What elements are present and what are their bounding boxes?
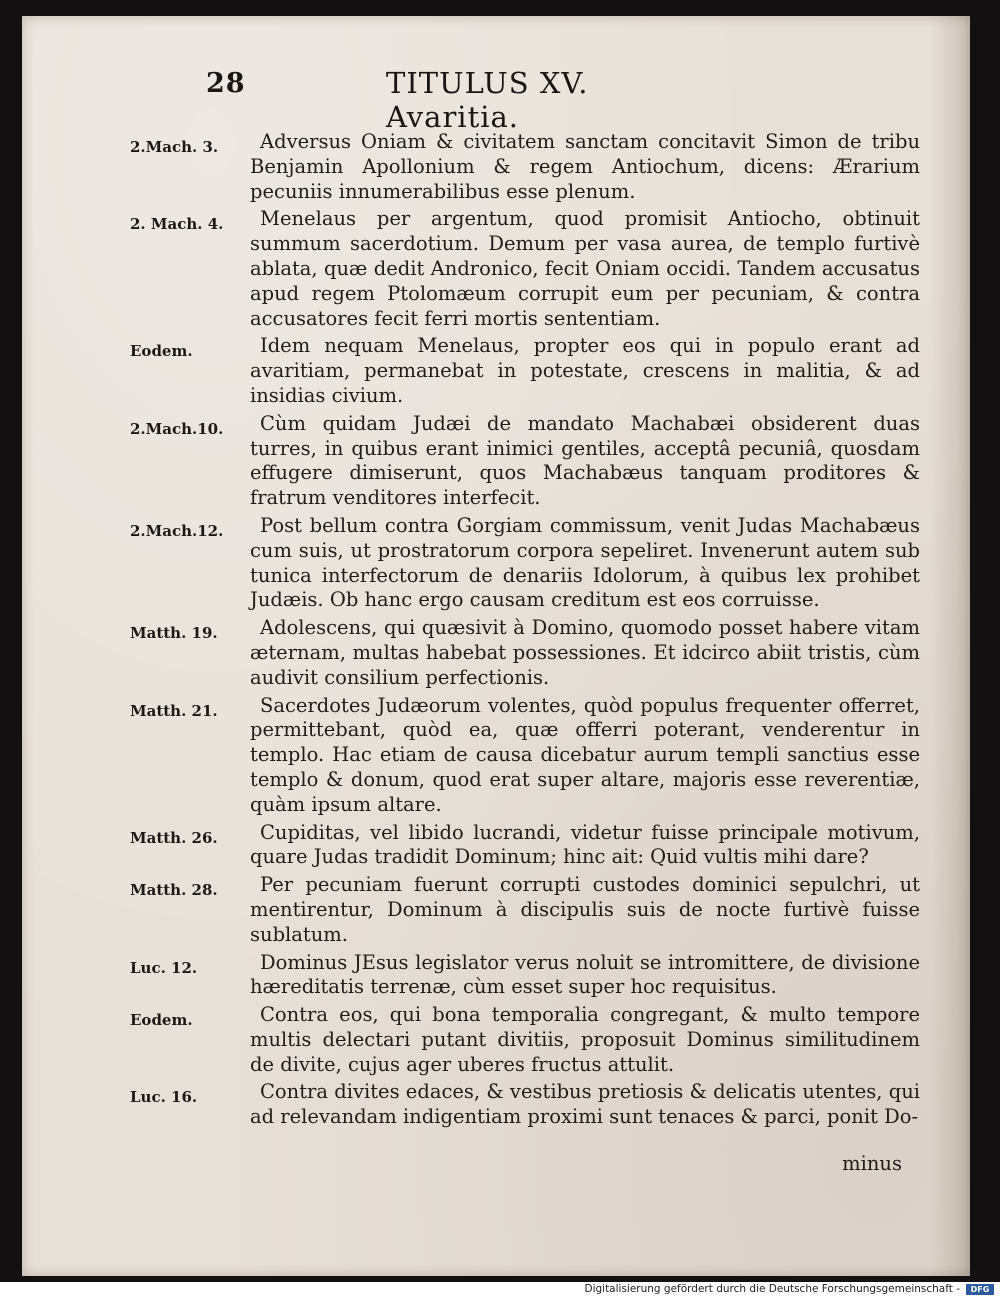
scripture-reference: Eodem.: [130, 342, 193, 361]
entry: [130, 821, 920, 871]
funding-credit: Digitalisierung gefördert durch die Deutsche Forschungsgemeinschaft -: [584, 1283, 960, 1295]
entry-text: Dominus JEsus legislator verus noluit se intromittere, de divisione hæreditatis terrenæ, cùm esset super hoc requisitus.: [250, 950, 920, 999]
entry: [130, 694, 920, 818]
scripture-reference: 2.Mach.10.: [130, 419, 224, 438]
catchword: minus: [842, 1152, 902, 1175]
entry-text: Adversus Oniam & civitatem sanctam concitavit Simon de tribu Benjamin Apollonium & regem Antiochum, dicens: Ærarium pecuniis innumerabilibus esse plenum.: [250, 130, 920, 203]
entry: [130, 514, 920, 613]
page-number: 28: [206, 68, 246, 99]
scripture-reference: 2. Mach. 4.: [130, 215, 224, 234]
entry-text: Cupiditas, vel libido lucrandi, videtur fuisse principale motivum, quare Judas tradidit Dominum; hinc ait: Quid vultis mihi dare?: [250, 820, 920, 869]
running-head: [206, 66, 726, 134]
entry: [130, 334, 920, 408]
entry-text: Contra eos, qui bona temporalia congregant, & multo tempore multis delectari putant divitiis, proposuit Dominus similitudinem de divite, cujus ager uberes fructus attulit.: [250, 1003, 920, 1076]
scripture-reference: 2.Mach.12.: [130, 521, 224, 540]
entry: [130, 207, 920, 331]
entry: [130, 873, 920, 947]
entry: [130, 130, 920, 204]
page-fold-shadow: [930, 16, 970, 1276]
scripture-reference: Matth. 19.: [130, 624, 218, 643]
dfg-logo: DFG: [966, 1284, 994, 1295]
footer-bar: [0, 1282, 1000, 1298]
page-title: TITULUS XV. Avaritia.: [386, 66, 589, 134]
scripture-reference: Matth. 21.: [130, 701, 218, 720]
entry-text: Post bellum contra Gorgiam commissum, venit Judas Machabæus cum suis, ut prostratorum corpora sepeliret. Invenerunt autem sub tunica interfectorum de denariis Idolorum, à quibus lex prohibet Judæis. Ob hanc ergo causam creditum est eos corruisse.: [250, 513, 920, 612]
entry: [130, 412, 920, 511]
entry-text: Sacerdotes Judæorum volentes, quòd populus frequenter offerret, permittebant, quòd ea, quæ offerri poterant, venderentur in templo. Hac etiam de causa dicebatur aurum templi sanctius esse templo & donum, quod erat super altare, majoris esse reverentiæ, quàm ipsum altare.: [250, 693, 920, 816]
entry-text: Per pecuniam fuerunt corrupti custodes dominici sepulchri, ut mentirentur, Dominum à discipulis suis de nocte furtivè fuisse sublatum.: [250, 873, 920, 946]
entry: [130, 1003, 920, 1077]
entry: [130, 1080, 920, 1130]
scripture-reference: 2.Mach. 3.: [130, 138, 219, 156]
entry: [130, 951, 920, 1001]
entry-text: Contra divites edaces, & vestibus pretiosis & delicatis utentes, qui ad relevandam indigentiam proximi sunt tenaces & parci, ponit Do-: [250, 1080, 920, 1129]
entry-text: Cùm quidam Judæi de mandato Machabæi obsiderent duas turres, in quibus erant inimici gentiles, acceptâ pecuniâ, quosdam effugere dimiserunt, quos Machabæus tanquam proditores & fratrum venditores interfecit.: [250, 411, 920, 510]
scripture-reference: Eodem.: [130, 1011, 193, 1030]
entry: [130, 616, 920, 690]
entry-text: Adolescens, qui quæsivit à Domino, quomodo posset habere vitam æternam, multas habebat possessiones. Et idcirco abiit tristis, cùm audivit consilium perfectionis.: [250, 616, 920, 689]
scripture-reference: Matth. 28.: [130, 881, 218, 900]
scripture-reference: Luc. 12.: [130, 958, 198, 977]
entry-list: [130, 130, 920, 1130]
scripture-reference: Luc. 16.: [130, 1088, 198, 1107]
scripture-reference: Matth. 26.: [130, 828, 218, 847]
entry-text: Idem nequam Menelaus, propter eos qui in populo erant ad avaritiam, permanebat in potestate, crescens in malitia, & ad insidias civium.: [250, 334, 920, 407]
entry-text: Menelaus per argentum, quod promisit Antiocho, obtinuit summum sacerdotium. Demum per vasa aurea, de templo furtivè ablata, quæ dedit Andronico, fecit Oniam occidi. Tandem accusatus apud regem Ptolomæum corrupit eum per pecuniam, & contra accusatores fecit ferri mortis sententiam.: [250, 207, 920, 330]
